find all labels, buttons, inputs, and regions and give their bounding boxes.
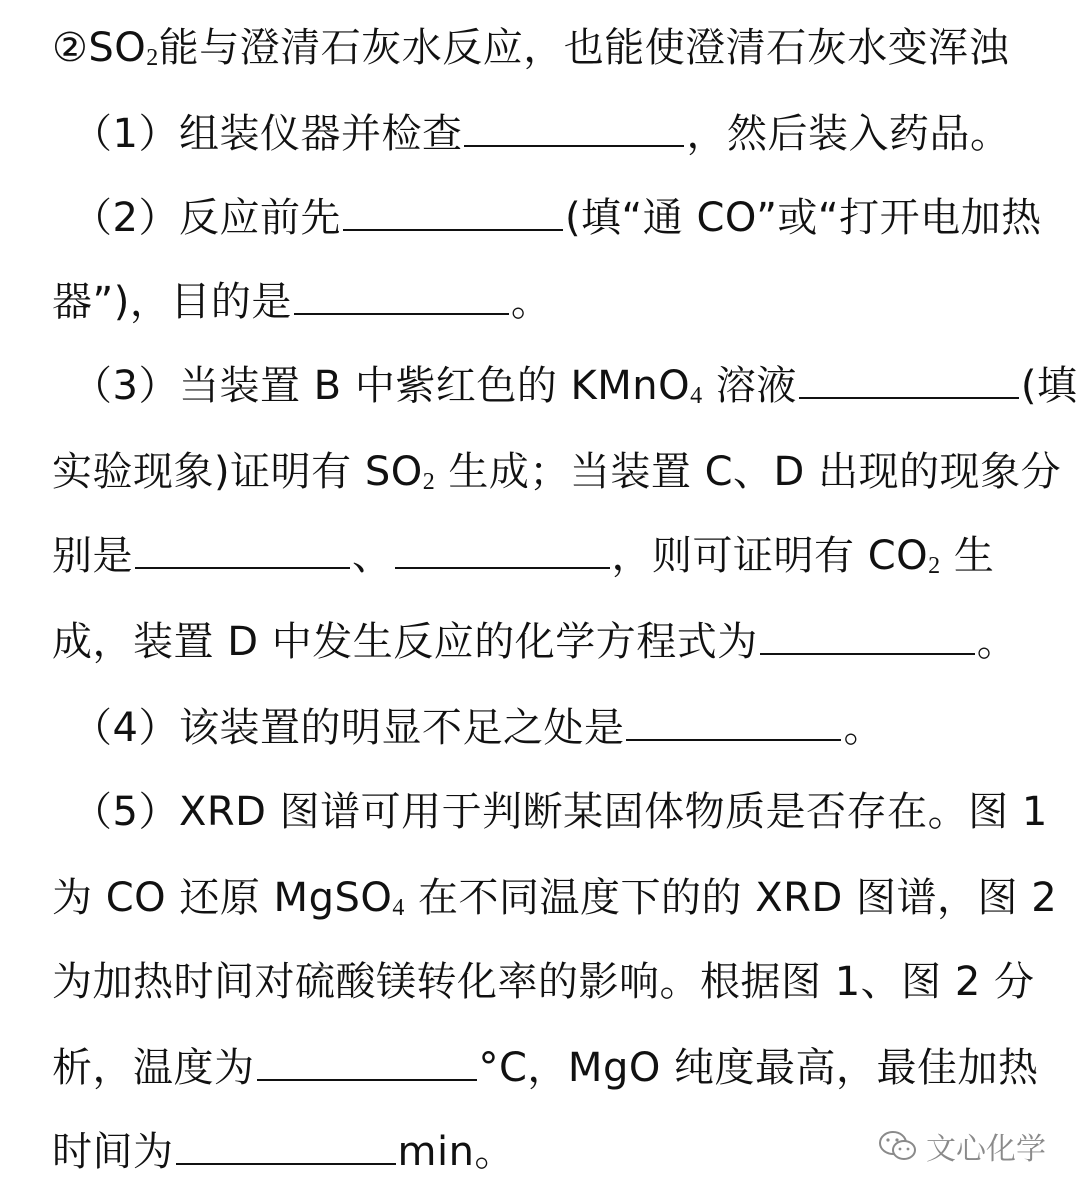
question-4: （4）该装置的明显不足之处是 。: [72, 705, 884, 751]
question-5-cont-3: 析，温度为 °C，MgO 纯度最高，最佳加热: [52, 1045, 1039, 1091]
question-3: （3）当装置 B 中紫红色的 KMnO$_4$ 溶液 (填: [72, 363, 1078, 409]
question-3-cont-3: 成，装置 D 中发生反应的化学方程式为 。: [52, 619, 1018, 665]
wechat-icon: [878, 1129, 918, 1163]
watermark-text: 文心化学: [926, 1132, 1046, 1167]
watermark: [878, 1124, 1046, 1168]
question-2-cont: 器”)，目的是 。: [52, 279, 552, 325]
answer-blank[interactable]: [343, 195, 563, 231]
answer-blank[interactable]: [760, 619, 975, 655]
answer-blank[interactable]: [395, 533, 610, 569]
answer-blank[interactable]: [135, 533, 350, 569]
answer-blank[interactable]: [464, 111, 684, 147]
question-5-cont-4: 时间为 min。: [52, 1129, 515, 1175]
question-1: （1）组装仪器并检查 ，然后装入药品。: [72, 111, 1011, 157]
line-1: $②SO_2$能与澄清石灰水反应，也能使澄清石灰水变浑浊: [52, 25, 1010, 71]
question-5-cont-2: 为加热时间对硫酸镁转化率的影响。根据图 1、图 2 分: [52, 959, 1035, 1005]
question-3-cont: 实验现象)证明有 $SO_2$ 生成；当装置 C、D 出现的现象分: [52, 449, 1062, 495]
question-5-cont: 为 CO 还原 MgSO$_4$ 在不同温度下的的 XRD 图谱，图 2: [52, 875, 1058, 921]
answer-blank[interactable]: [626, 705, 841, 741]
question-5: （5）XRD 图谱可用于判断某固体物质是否存在。图 1: [72, 789, 1048, 835]
answer-blank[interactable]: [176, 1129, 396, 1165]
question-3-cont-2: 别是 、 ，则可证明有 $CO_2$ 生: [52, 533, 995, 579]
answer-blank[interactable]: [799, 363, 1019, 399]
answer-blank[interactable]: [257, 1045, 477, 1081]
question-2: （2）反应前先 (填“通 CO”或“打开电加热: [72, 195, 1042, 241]
answer-blank[interactable]: [294, 279, 509, 315]
